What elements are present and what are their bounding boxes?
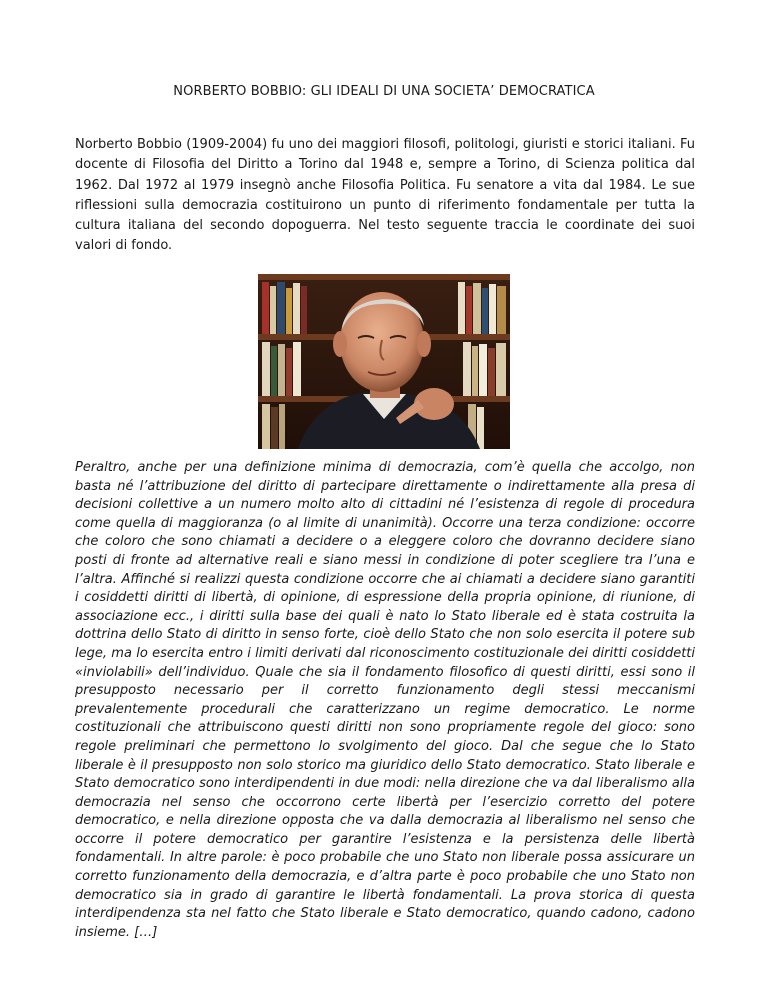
portrait-photo <box>258 274 510 449</box>
page-title: NORBERTO BOBBIO: GLI IDEALI DI UNA SOCIETA’ DEMOCRATICA <box>173 84 595 99</box>
quote-paragraph: Peraltro, anche per una definizione minima di democrazia, com’è quella che accolgo, non basta né l’attribuzione del diritto di partecipare direttamente o indirettamente alla presa di decisioni collettive a un numero molto alto di cittadini né l’esistenza di regole di procedura come quella di maggioranza (o al limite di unanimità). Occorre una terza condizione: occorre che coloro che sono chiamati a decidere o a eleggere coloro che dovranno decidere siano posti di fronte ad alternative reali e siano messi in condizione di poter scegliere tra l’una e l’altra. Affinché si realizzi questa condizione occorre che ai chiamati a decidere siano garantiti i cosiddetti diritti di libertà, di opinione, di espressione della propria opinione, di riunione, di associazione ecc., i diritti sulla base dei quali è nato lo Stato liberale ed è stata costruita la dottrina dello Stato di diritto in senso forte, cioè dello Stato che non solo esercita il potere sub lege, ma lo esercita entro i limiti derivati dal riconoscimento costituzionale dei diritti cosiddetti «inviolabili» dell’individuo. Quale che sia il fondamento filosofico di questi diritti, essi sono il presupposto necessario per il corretto funzionamento degli stessi meccanismi prevalentemente procedurali che caratterizzano un regime democratico. Le norme costituzionali che attribuiscono questi diritti non sono propriamente regole del gioco: sono regole preliminari che permettono lo svolgimento del gioco. Dal che segue che lo Stato liberale è il presupposto non solo storico ma giuridico dello Stato democratico. Stato liberale e Stato democratico sono interdipendenti in due modi: nella direzione che va dal liberalismo alla democrazia nel senso che occorrono certe libertà per l’esercizio corretto del potere democratico, e nella direzione opposta che va dalla democrazia al liberalismo nel senso che occorre il potere democratico per garantire l’esistenza e la persistenza delle libertà fondamentali. In altre parole: è poco probabile che uno Stato non liberale possa assicurare un corretto funzionamento della democrazia, e d’altra parte è poco probabile che uno Stato non democratico sia in grado di garantire le libertà fondamentali. La prova storica di questa interdipendenza sta nel fatto che Stato liberale e Stato democratico, quando cadono, cadono insieme. […] <box>75 460 695 940</box>
intro-paragraph: Norberto Bobbio (1909-2004) fu uno dei maggiori filosofi, politologi, giuristi e storici italiani. Fu docente di Filosofia del Diritto a Torino dal 1948 e, sempre a Torino, di Scienza politica dal 1962. Dal 1972 al 1979 insegnò anche Filosofia Politica. Fu senatore a vita dal 1984. Le sue riflessioni sulla democrazia costituirono un punto di riferimento fondamentale per tutta la cultura italiana del secondo dopoguerra. Nel testo seguente traccia le coordinate dei suoi valori di fondo. <box>75 137 695 254</box>
portrait-illustration <box>258 274 510 449</box>
